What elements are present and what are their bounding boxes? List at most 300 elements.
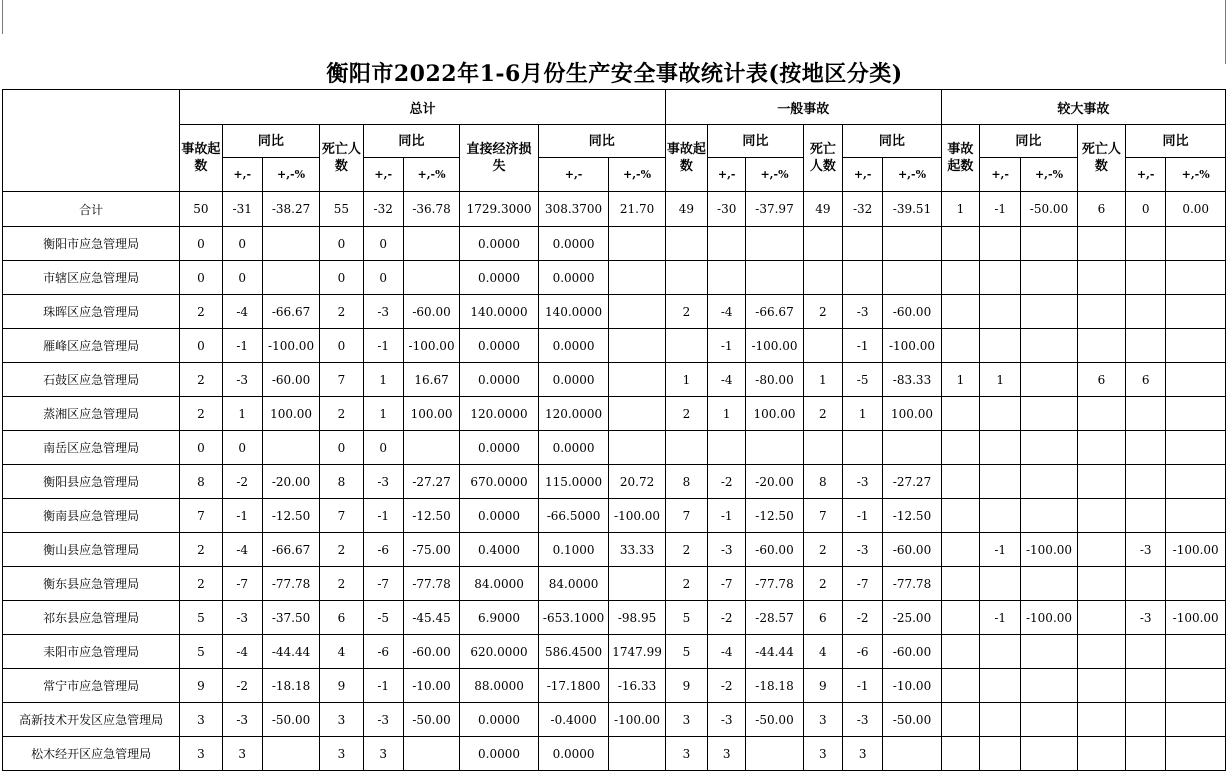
table-row — [3, 465, 1226, 499]
value-cell: -100.00 — [883, 329, 941, 363]
col-diff: +,- — [363, 158, 403, 192]
value-cell: 55 — [320, 192, 363, 227]
value-cell: 3 — [222, 737, 262, 771]
value-cell: 586.4500 — [538, 635, 609, 669]
value-cell: -12.50 — [403, 499, 459, 533]
value-cell: -12.50 — [746, 499, 803, 533]
value-cell: 0 — [320, 431, 363, 465]
value-cell: 33.33 — [609, 533, 665, 567]
value-cell — [1126, 227, 1166, 261]
value-cell — [1166, 261, 1226, 295]
value-cell: 670.0000 — [460, 465, 539, 499]
value-cell: 0.0000 — [460, 261, 539, 295]
value-cell: -60.00 — [883, 295, 941, 329]
region-cell: 高新技术开发区应急管理局 — [3, 703, 180, 737]
value-cell — [1021, 737, 1077, 771]
col-deaths: 死亡人数 — [1077, 125, 1125, 192]
value-cell — [1126, 703, 1166, 737]
value-cell: -100.00 — [262, 329, 319, 363]
col-yoy: 同比 — [1126, 125, 1226, 158]
value-cell: 6 — [1126, 363, 1166, 397]
value-cell — [262, 227, 319, 261]
value-cell: 0.0000 — [460, 329, 539, 363]
value-cell: 49 — [665, 192, 707, 227]
value-cell: -2 — [843, 601, 883, 635]
value-cell: -1 — [708, 499, 746, 533]
value-cell — [262, 261, 319, 295]
table-row — [3, 397, 1226, 431]
value-cell: 3 — [665, 703, 707, 737]
group-header-total: 总计 — [180, 90, 665, 125]
value-cell: 6 — [1077, 192, 1125, 227]
value-cell: 2 — [180, 567, 222, 601]
value-cell — [941, 703, 979, 737]
value-cell: -1 — [222, 499, 262, 533]
value-cell: 140.0000 — [538, 295, 609, 329]
value-cell: 2 — [665, 397, 707, 431]
value-cell: -3 — [222, 703, 262, 737]
value-cell: 7 — [320, 363, 363, 397]
value-cell: -3 — [363, 295, 403, 329]
value-cell — [1077, 499, 1125, 533]
value-cell: -66.67 — [262, 295, 319, 329]
value-cell — [262, 737, 319, 771]
value-cell: 0 — [180, 261, 222, 295]
value-cell: 0 — [1126, 192, 1166, 227]
value-cell: 3 — [320, 737, 363, 771]
value-cell: -12.50 — [883, 499, 941, 533]
value-cell — [941, 295, 979, 329]
value-cell: 2 — [665, 567, 707, 601]
value-cell — [262, 431, 319, 465]
value-cell — [1021, 261, 1077, 295]
value-cell: 3 — [180, 703, 222, 737]
value-cell: 2 — [665, 295, 707, 329]
value-cell: 0 — [180, 431, 222, 465]
value-cell: -1 — [363, 669, 403, 703]
value-cell — [941, 533, 979, 567]
value-cell — [941, 227, 979, 261]
value-cell: 120.0000 — [460, 397, 539, 431]
value-cell — [609, 397, 665, 431]
value-cell — [746, 431, 803, 465]
value-cell: 0 — [363, 227, 403, 261]
value-cell — [883, 261, 941, 295]
group-header-major: 较大事故 — [941, 90, 1225, 125]
page-edge-mark — [1225, 0, 1226, 64]
region-cell: 常宁市应急管理局 — [3, 669, 180, 703]
value-cell: 5 — [665, 635, 707, 669]
value-cell: -653.1000 — [538, 601, 609, 635]
value-cell — [1077, 465, 1125, 499]
value-cell: -1 — [363, 329, 403, 363]
value-cell: -27.27 — [883, 465, 941, 499]
value-cell: 0 — [363, 431, 403, 465]
value-cell: -3 — [708, 703, 746, 737]
value-cell — [980, 499, 1021, 533]
value-cell: 0 — [222, 431, 262, 465]
value-cell: -77.78 — [403, 567, 459, 601]
region-cell: 石鼓区应急管理局 — [3, 363, 180, 397]
value-cell — [1166, 363, 1226, 397]
value-cell: 3 — [708, 737, 746, 771]
value-cell — [609, 329, 665, 363]
value-cell: 0 — [320, 329, 363, 363]
value-cell: -38.27 — [262, 192, 319, 227]
value-cell — [980, 329, 1021, 363]
value-cell: -100.00 — [403, 329, 459, 363]
value-cell: -25.00 — [883, 601, 941, 635]
value-cell — [1126, 295, 1166, 329]
value-cell: 0.0000 — [460, 703, 539, 737]
value-cell — [665, 431, 707, 465]
value-cell: -3 — [843, 533, 883, 567]
value-cell — [883, 737, 941, 771]
value-cell — [941, 601, 979, 635]
value-cell: -66.5000 — [538, 499, 609, 533]
value-cell — [1166, 227, 1226, 261]
page-title: 衡阳市2022年1-6月份生产安全事故统计表(按地区分类) — [326, 61, 903, 87]
value-cell: 2 — [665, 533, 707, 567]
region-cell: 衡南县应急管理局 — [3, 499, 180, 533]
value-cell: -31 — [222, 192, 262, 227]
value-cell: -37.97 — [746, 192, 803, 227]
region-cell: 南岳区应急管理局 — [3, 431, 180, 465]
value-cell — [1126, 329, 1166, 363]
value-cell: 6 — [320, 601, 363, 635]
value-cell: -60.00 — [883, 635, 941, 669]
value-cell: 140.0000 — [460, 295, 539, 329]
value-cell: 84.0000 — [538, 567, 609, 601]
region-cell: 衡阳县应急管理局 — [3, 465, 180, 499]
region-cell: 雁峰区应急管理局 — [3, 329, 180, 363]
group-header-general: 一般事故 — [665, 90, 941, 125]
value-cell: -3 — [843, 295, 883, 329]
value-cell: 0 — [180, 227, 222, 261]
value-cell — [1021, 567, 1077, 601]
col-accidents: 事故起数 — [665, 125, 707, 192]
value-cell: -100.00 — [746, 329, 803, 363]
col-diff: +,- — [1126, 158, 1166, 192]
value-cell — [941, 669, 979, 703]
value-cell: -37.50 — [262, 601, 319, 635]
value-cell: 3 — [803, 737, 842, 771]
table-row — [3, 363, 1226, 397]
table-row — [3, 329, 1226, 363]
table-body — [3, 192, 1226, 771]
col-diff: +,- — [538, 158, 609, 192]
value-cell: -6 — [843, 635, 883, 669]
value-cell — [1166, 465, 1226, 499]
value-cell — [941, 567, 979, 601]
value-cell — [980, 227, 1021, 261]
value-cell — [403, 431, 459, 465]
value-cell: -32 — [843, 192, 883, 227]
value-cell: 2 — [320, 533, 363, 567]
value-cell — [609, 227, 665, 261]
value-cell — [609, 261, 665, 295]
col-deaths: 死亡人数 — [803, 125, 842, 192]
value-cell: 0.0000 — [538, 329, 609, 363]
value-cell — [1077, 533, 1125, 567]
table-row — [3, 567, 1226, 601]
value-cell: 0.0000 — [538, 363, 609, 397]
value-cell — [1126, 567, 1166, 601]
value-cell — [883, 227, 941, 261]
col-pct: +,-% — [262, 158, 319, 192]
value-cell: 100.00 — [746, 397, 803, 431]
value-cell: 8 — [803, 465, 842, 499]
value-cell: -36.78 — [403, 192, 459, 227]
value-cell — [803, 329, 842, 363]
value-cell: 7 — [320, 499, 363, 533]
value-cell — [746, 261, 803, 295]
region-cell: 耒阳市应急管理局 — [3, 635, 180, 669]
value-cell: 84.0000 — [460, 567, 539, 601]
value-cell: 0.0000 — [538, 737, 609, 771]
value-cell: -30 — [708, 192, 746, 227]
value-cell — [1021, 329, 1077, 363]
value-cell: 0.0000 — [460, 499, 539, 533]
region-cell: 珠晖区应急管理局 — [3, 295, 180, 329]
value-cell — [609, 567, 665, 601]
value-cell: -60.00 — [403, 295, 459, 329]
value-cell — [980, 669, 1021, 703]
value-cell: 2 — [180, 363, 222, 397]
region-cell: 松木经开区应急管理局 — [3, 737, 180, 771]
value-cell — [1166, 295, 1226, 329]
value-cell — [883, 431, 941, 465]
value-cell: -18.18 — [262, 669, 319, 703]
value-cell — [1021, 363, 1077, 397]
value-cell — [1077, 703, 1125, 737]
value-cell — [980, 567, 1021, 601]
value-cell: 0.0000 — [460, 737, 539, 771]
col-pct: +,-% — [1021, 158, 1077, 192]
value-cell — [1021, 499, 1077, 533]
value-cell — [609, 363, 665, 397]
table-row — [3, 635, 1226, 669]
value-cell: -50.00 — [883, 703, 941, 737]
value-cell: -45.45 — [403, 601, 459, 635]
value-cell: -32 — [363, 192, 403, 227]
value-cell: 100.00 — [883, 397, 941, 431]
value-cell: -5 — [843, 363, 883, 397]
value-cell: 9 — [803, 669, 842, 703]
value-cell: -1 — [843, 669, 883, 703]
value-cell: 9 — [180, 669, 222, 703]
value-cell: 5 — [665, 601, 707, 635]
table-row — [3, 499, 1226, 533]
value-cell — [665, 261, 707, 295]
table-row — [3, 431, 1226, 465]
value-cell — [1166, 669, 1226, 703]
value-cell: 1729.3000 — [460, 192, 539, 227]
value-cell: -83.33 — [883, 363, 941, 397]
value-cell: 3 — [803, 703, 842, 737]
value-cell: -3 — [363, 703, 403, 737]
value-cell: 0.0000 — [460, 431, 539, 465]
value-cell — [1126, 669, 1166, 703]
value-cell: 0.4000 — [460, 533, 539, 567]
value-cell: -77.78 — [883, 567, 941, 601]
value-cell: 0 — [180, 329, 222, 363]
region-cell: 衡东县应急管理局 — [3, 567, 180, 601]
value-cell — [941, 397, 979, 431]
value-cell: 2 — [320, 567, 363, 601]
value-cell: 0 — [222, 261, 262, 295]
value-cell — [1077, 567, 1125, 601]
value-cell: -3 — [1126, 601, 1166, 635]
value-cell: -60.00 — [746, 533, 803, 567]
value-cell: 21.70 — [609, 192, 665, 227]
col-yoy: 同比 — [538, 125, 665, 158]
value-cell: 0.0000 — [538, 431, 609, 465]
value-cell — [980, 737, 1021, 771]
col-diff: +,- — [708, 158, 746, 192]
value-cell: -100.00 — [1166, 601, 1226, 635]
value-cell: -3 — [1126, 533, 1166, 567]
value-cell — [1126, 465, 1166, 499]
value-cell: -2 — [222, 669, 262, 703]
value-cell: -1 — [708, 329, 746, 363]
value-cell: 3 — [363, 737, 403, 771]
region-header — [3, 90, 180, 192]
col-loss: 直接经济损失 — [460, 125, 539, 192]
region-cell: 衡阳市应急管理局 — [3, 227, 180, 261]
value-cell — [1077, 329, 1125, 363]
value-cell — [803, 431, 842, 465]
value-cell: -3 — [843, 703, 883, 737]
value-cell: -4 — [708, 635, 746, 669]
value-cell: -2 — [708, 465, 746, 499]
value-cell: 6 — [1077, 363, 1125, 397]
value-cell — [980, 703, 1021, 737]
value-cell: -1 — [843, 499, 883, 533]
value-cell: -3 — [708, 533, 746, 567]
value-cell: -18.18 — [746, 669, 803, 703]
value-cell: -60.00 — [883, 533, 941, 567]
value-cell — [980, 295, 1021, 329]
value-cell: 7 — [803, 499, 842, 533]
value-cell — [980, 261, 1021, 295]
value-cell: -7 — [843, 567, 883, 601]
value-cell: 2 — [180, 533, 222, 567]
value-cell — [746, 737, 803, 771]
value-cell: -3 — [222, 363, 262, 397]
col-pct: +,-% — [403, 158, 459, 192]
value-cell: -98.95 — [609, 601, 665, 635]
value-cell: -20.00 — [262, 465, 319, 499]
value-cell — [1166, 397, 1226, 431]
value-cell: 2 — [180, 397, 222, 431]
value-cell — [980, 397, 1021, 431]
col-pct: +,-% — [746, 158, 803, 192]
value-cell — [1021, 227, 1077, 261]
region-cell: 市辖区应急管理局 — [3, 261, 180, 295]
value-cell — [1126, 431, 1166, 465]
value-cell: 0 — [320, 261, 363, 295]
value-cell: -5 — [363, 601, 403, 635]
value-cell — [1126, 635, 1166, 669]
value-cell: 0 — [363, 261, 403, 295]
value-cell: -77.78 — [746, 567, 803, 601]
value-cell — [1021, 465, 1077, 499]
value-cell — [1077, 669, 1125, 703]
value-cell: 1 — [665, 363, 707, 397]
value-cell: 5 — [180, 635, 222, 669]
value-cell — [746, 227, 803, 261]
value-cell: -60.00 — [403, 635, 459, 669]
value-cell: -1 — [980, 533, 1021, 567]
value-cell: -50.00 — [262, 703, 319, 737]
value-cell — [1126, 499, 1166, 533]
region-cell: 祁东县应急管理局 — [3, 601, 180, 635]
value-cell: 3 — [180, 737, 222, 771]
value-cell — [1077, 227, 1125, 261]
value-cell: 1 — [708, 397, 746, 431]
value-cell — [1166, 703, 1226, 737]
value-cell — [1126, 397, 1166, 431]
region-cell: 衡山县应急管理局 — [3, 533, 180, 567]
value-cell: -7 — [708, 567, 746, 601]
value-cell: -27.27 — [403, 465, 459, 499]
value-cell: 2 — [803, 567, 842, 601]
value-cell: -60.00 — [262, 363, 319, 397]
value-cell: 3 — [843, 737, 883, 771]
col-yoy: 同比 — [708, 125, 804, 158]
value-cell: -12.50 — [262, 499, 319, 533]
value-cell — [1166, 499, 1226, 533]
value-cell: -10.00 — [403, 669, 459, 703]
value-cell — [803, 227, 842, 261]
value-cell: 2 — [320, 295, 363, 329]
value-cell: 0.00 — [1166, 192, 1226, 227]
value-cell: 6.9000 — [460, 601, 539, 635]
table-row — [3, 533, 1226, 567]
value-cell: 16.67 — [403, 363, 459, 397]
value-cell: 620.0000 — [460, 635, 539, 669]
value-cell: -6 — [363, 533, 403, 567]
value-cell: 2 — [320, 397, 363, 431]
value-cell: 3 — [320, 703, 363, 737]
value-cell — [1021, 295, 1077, 329]
value-cell — [609, 295, 665, 329]
value-cell — [1077, 397, 1125, 431]
value-cell: 3 — [665, 737, 707, 771]
value-cell: 1 — [222, 397, 262, 431]
value-cell: -2 — [222, 465, 262, 499]
value-cell — [1077, 431, 1125, 465]
value-cell: 0.0000 — [460, 227, 539, 261]
value-cell: -1 — [363, 499, 403, 533]
table-row — [3, 227, 1226, 261]
value-cell — [403, 737, 459, 771]
value-cell: -4 — [222, 295, 262, 329]
col-pct: +,-% — [883, 158, 941, 192]
table-row — [3, 703, 1226, 737]
value-cell: -2 — [708, 601, 746, 635]
value-cell — [843, 431, 883, 465]
value-cell: 2 — [180, 295, 222, 329]
value-cell: 1 — [363, 363, 403, 397]
value-cell: -100.00 — [609, 703, 665, 737]
page-corner-mark — [2, 0, 3, 34]
value-cell: 115.0000 — [538, 465, 609, 499]
value-cell: -28.57 — [746, 601, 803, 635]
value-cell — [1021, 635, 1077, 669]
value-cell: -44.44 — [262, 635, 319, 669]
